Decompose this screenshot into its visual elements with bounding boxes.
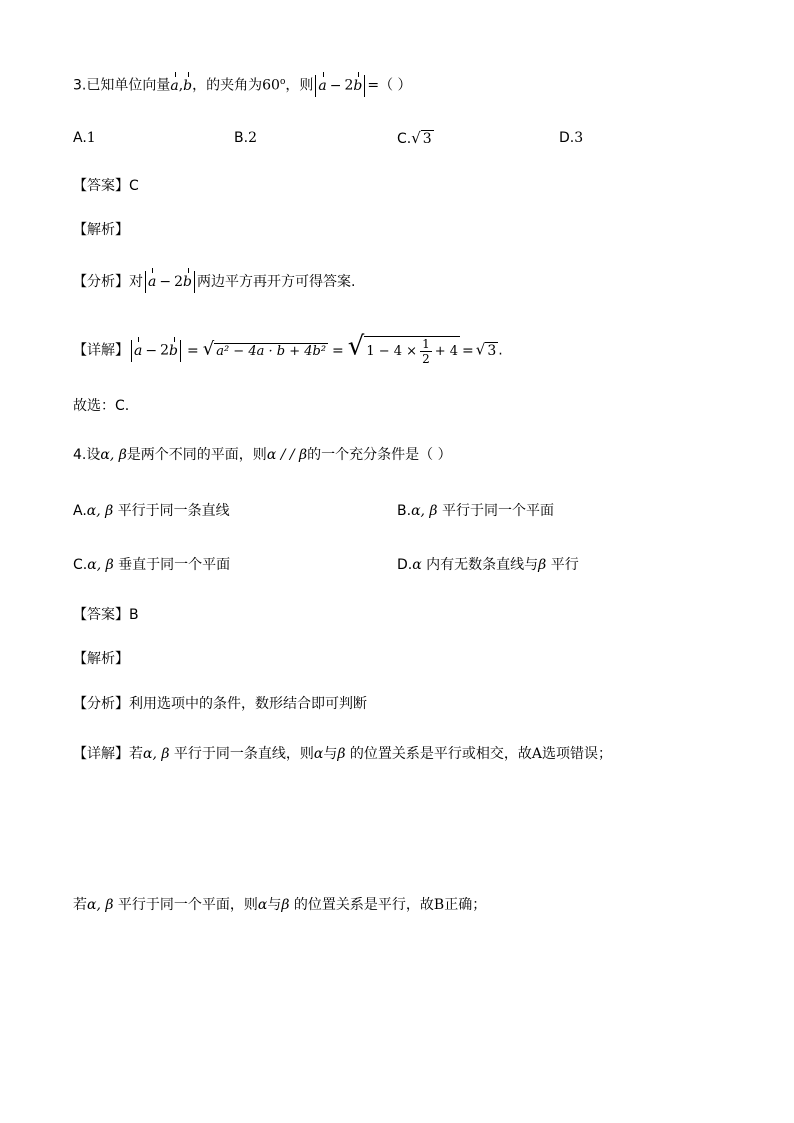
abs-bar-right xyxy=(194,271,195,293)
option-value: 3 xyxy=(574,130,584,146)
q3-stem-end: =（ ） xyxy=(367,77,412,94)
alpha-beta: α, β xyxy=(87,897,114,913)
answer-value: C xyxy=(129,178,139,194)
option-value: 3 xyxy=(422,131,432,147)
q3-option-a xyxy=(73,128,96,148)
q4-detail-2 xyxy=(73,895,486,915)
fraction-numerator: 1 xyxy=(422,337,430,351)
detail-label: 【详解】 xyxy=(73,342,129,359)
option-text: 平行于同一个平面 xyxy=(441,503,554,519)
option-value: 2 xyxy=(248,130,257,146)
fenxi-label: 【分析】 xyxy=(73,274,129,290)
option-math: α, β xyxy=(87,557,114,573)
answer-label: 【答案】 xyxy=(73,607,129,623)
q3-analysis-label xyxy=(73,220,129,240)
conj-yu: 与 xyxy=(267,897,282,913)
angle-value: 60 xyxy=(262,77,280,94)
period: . xyxy=(498,342,503,359)
fraction-denominator: 2 xyxy=(422,352,430,366)
fenxi-text: 利用选项中的条件，数形结合即可判断 xyxy=(129,696,367,712)
q3-stem-prefix: 3.已知单位向量 xyxy=(73,77,171,94)
detail-end: 的位置关系是平行，故 xyxy=(293,897,434,913)
fenxi-label: 【分析】 xyxy=(73,696,129,712)
expr-vector-a: a xyxy=(318,77,327,94)
option-text: 内有无数条直线与 xyxy=(426,557,539,573)
degree-sign: o xyxy=(279,77,286,87)
detail-pre: 若 xyxy=(73,897,87,913)
radicand-post: + 4 xyxy=(434,343,459,359)
coefficient-2: 2 xyxy=(160,342,170,359)
q3-fenxi xyxy=(73,271,355,293)
detail-tail: 正确； xyxy=(444,897,487,913)
q4-stem-end: 的一个充分条件是（ ） xyxy=(307,447,452,463)
minus-sign: − xyxy=(329,77,342,94)
detail-mid: 平行于同一条直线，则 xyxy=(173,746,314,762)
coefficient-2: 2 xyxy=(174,274,184,290)
conclusion-text: 故选：C. xyxy=(73,398,130,414)
option-math2: β xyxy=(538,557,547,573)
q3-option-c xyxy=(397,128,434,149)
q4-detail-1 xyxy=(73,744,612,764)
option-letter: A. xyxy=(73,130,87,146)
alpha-beta: α, β xyxy=(143,746,170,762)
detail-label: 【详解】 xyxy=(73,746,129,762)
fraction xyxy=(420,337,432,366)
q4-stem-pre: 4.设 xyxy=(73,447,101,463)
detail-mid: 平行于同一个平面，则 xyxy=(117,897,258,913)
vector-b: b xyxy=(183,77,193,94)
sqrt-icon: √ xyxy=(202,338,215,360)
q4-fenxi xyxy=(73,694,367,714)
option-math: α, β xyxy=(411,503,438,519)
option-ref-b: B xyxy=(433,897,445,913)
option-letter: D. xyxy=(397,557,413,573)
fenxi-pre: 对 xyxy=(129,274,143,290)
abs-bar-right xyxy=(180,340,181,362)
q3-option-d xyxy=(559,128,583,148)
answer-label: 【答案】 xyxy=(73,178,129,194)
radicand-2 xyxy=(364,336,460,366)
q4-analysis-label xyxy=(73,649,129,669)
abs-bar-left xyxy=(315,75,316,97)
option-text: 垂直于同一个平面 xyxy=(118,557,231,573)
q3-option-b xyxy=(234,128,257,148)
result-value: 3 xyxy=(487,342,497,359)
expr-vector-a: a xyxy=(148,274,157,290)
option-letter: D. xyxy=(559,130,575,146)
q4-option-a xyxy=(73,501,230,521)
detail-tail: 选项错误； xyxy=(542,746,613,762)
expr-vector-b: b xyxy=(169,342,178,359)
q3-stem-mid: ，的夹角为 xyxy=(192,77,263,94)
q4-stem-mid: 是两个不同的平面，则 xyxy=(126,447,267,463)
expr-vector-b: b xyxy=(183,274,192,290)
equals-sign: = xyxy=(186,342,199,359)
abs-bar-left xyxy=(145,271,146,293)
equals-sign: = xyxy=(462,342,474,359)
q4-answer xyxy=(73,605,139,625)
minus-sign: − xyxy=(145,342,158,359)
option-ref-a: A xyxy=(531,746,543,762)
conj-yu: 与 xyxy=(323,746,338,762)
detail-end: 的位置关系是平行或相交，故 xyxy=(349,746,532,762)
beta: β xyxy=(281,897,290,913)
equals-sign: = xyxy=(332,342,344,359)
option-letter: B. xyxy=(234,130,249,146)
q3-detail xyxy=(73,331,503,366)
abs-bar-right xyxy=(364,75,365,97)
sqrt-icon: √ xyxy=(411,129,421,147)
radicand-1: a² − 4a · b + 4b² xyxy=(216,343,327,359)
q3-stem-then: ，则 xyxy=(285,77,314,94)
option-math: α xyxy=(412,557,422,573)
analysis-label: 【解析】 xyxy=(73,222,129,238)
q4-stem xyxy=(73,445,452,465)
option-text2: 平行 xyxy=(550,557,579,573)
coefficient-2: 2 xyxy=(344,77,354,94)
analysis-label: 【解析】 xyxy=(73,651,129,667)
sqrt-icon: √ xyxy=(347,331,365,362)
option-letter: C. xyxy=(73,557,88,573)
expr-vector-b: b xyxy=(353,77,363,94)
q3-stem xyxy=(73,72,412,97)
expr-vector-a: a xyxy=(134,342,143,359)
parallel-expr: α / / β xyxy=(266,447,308,463)
option-math: α, β xyxy=(86,503,114,519)
q3-answer xyxy=(73,176,139,196)
minus-sign: − xyxy=(159,274,172,290)
comma: , xyxy=(178,77,184,94)
detail-pre: 若 xyxy=(129,746,143,762)
option-letter: A. xyxy=(73,503,87,519)
answer-value: B xyxy=(129,607,139,623)
alpha-beta: α, β xyxy=(100,447,127,463)
vector-a: a xyxy=(170,77,179,94)
q4-option-c xyxy=(73,555,230,575)
radicand-pre: 1 − 4 × xyxy=(366,343,418,359)
fenxi-post: 两边平方再开方可得答案. xyxy=(196,274,356,290)
option-letter: C. xyxy=(397,131,412,147)
alpha: α xyxy=(257,897,268,913)
alpha: α xyxy=(313,746,324,762)
abs-bar-left xyxy=(131,340,132,362)
option-value: 1 xyxy=(86,130,96,146)
q3-conclusion xyxy=(73,396,129,416)
sqrt-icon: √ xyxy=(475,340,486,359)
q4-option-d xyxy=(397,555,579,575)
option-text: 平行于同一条直线 xyxy=(117,503,230,519)
q4-option-b xyxy=(397,501,554,521)
beta: β xyxy=(337,746,346,762)
option-letter: B. xyxy=(397,503,412,519)
